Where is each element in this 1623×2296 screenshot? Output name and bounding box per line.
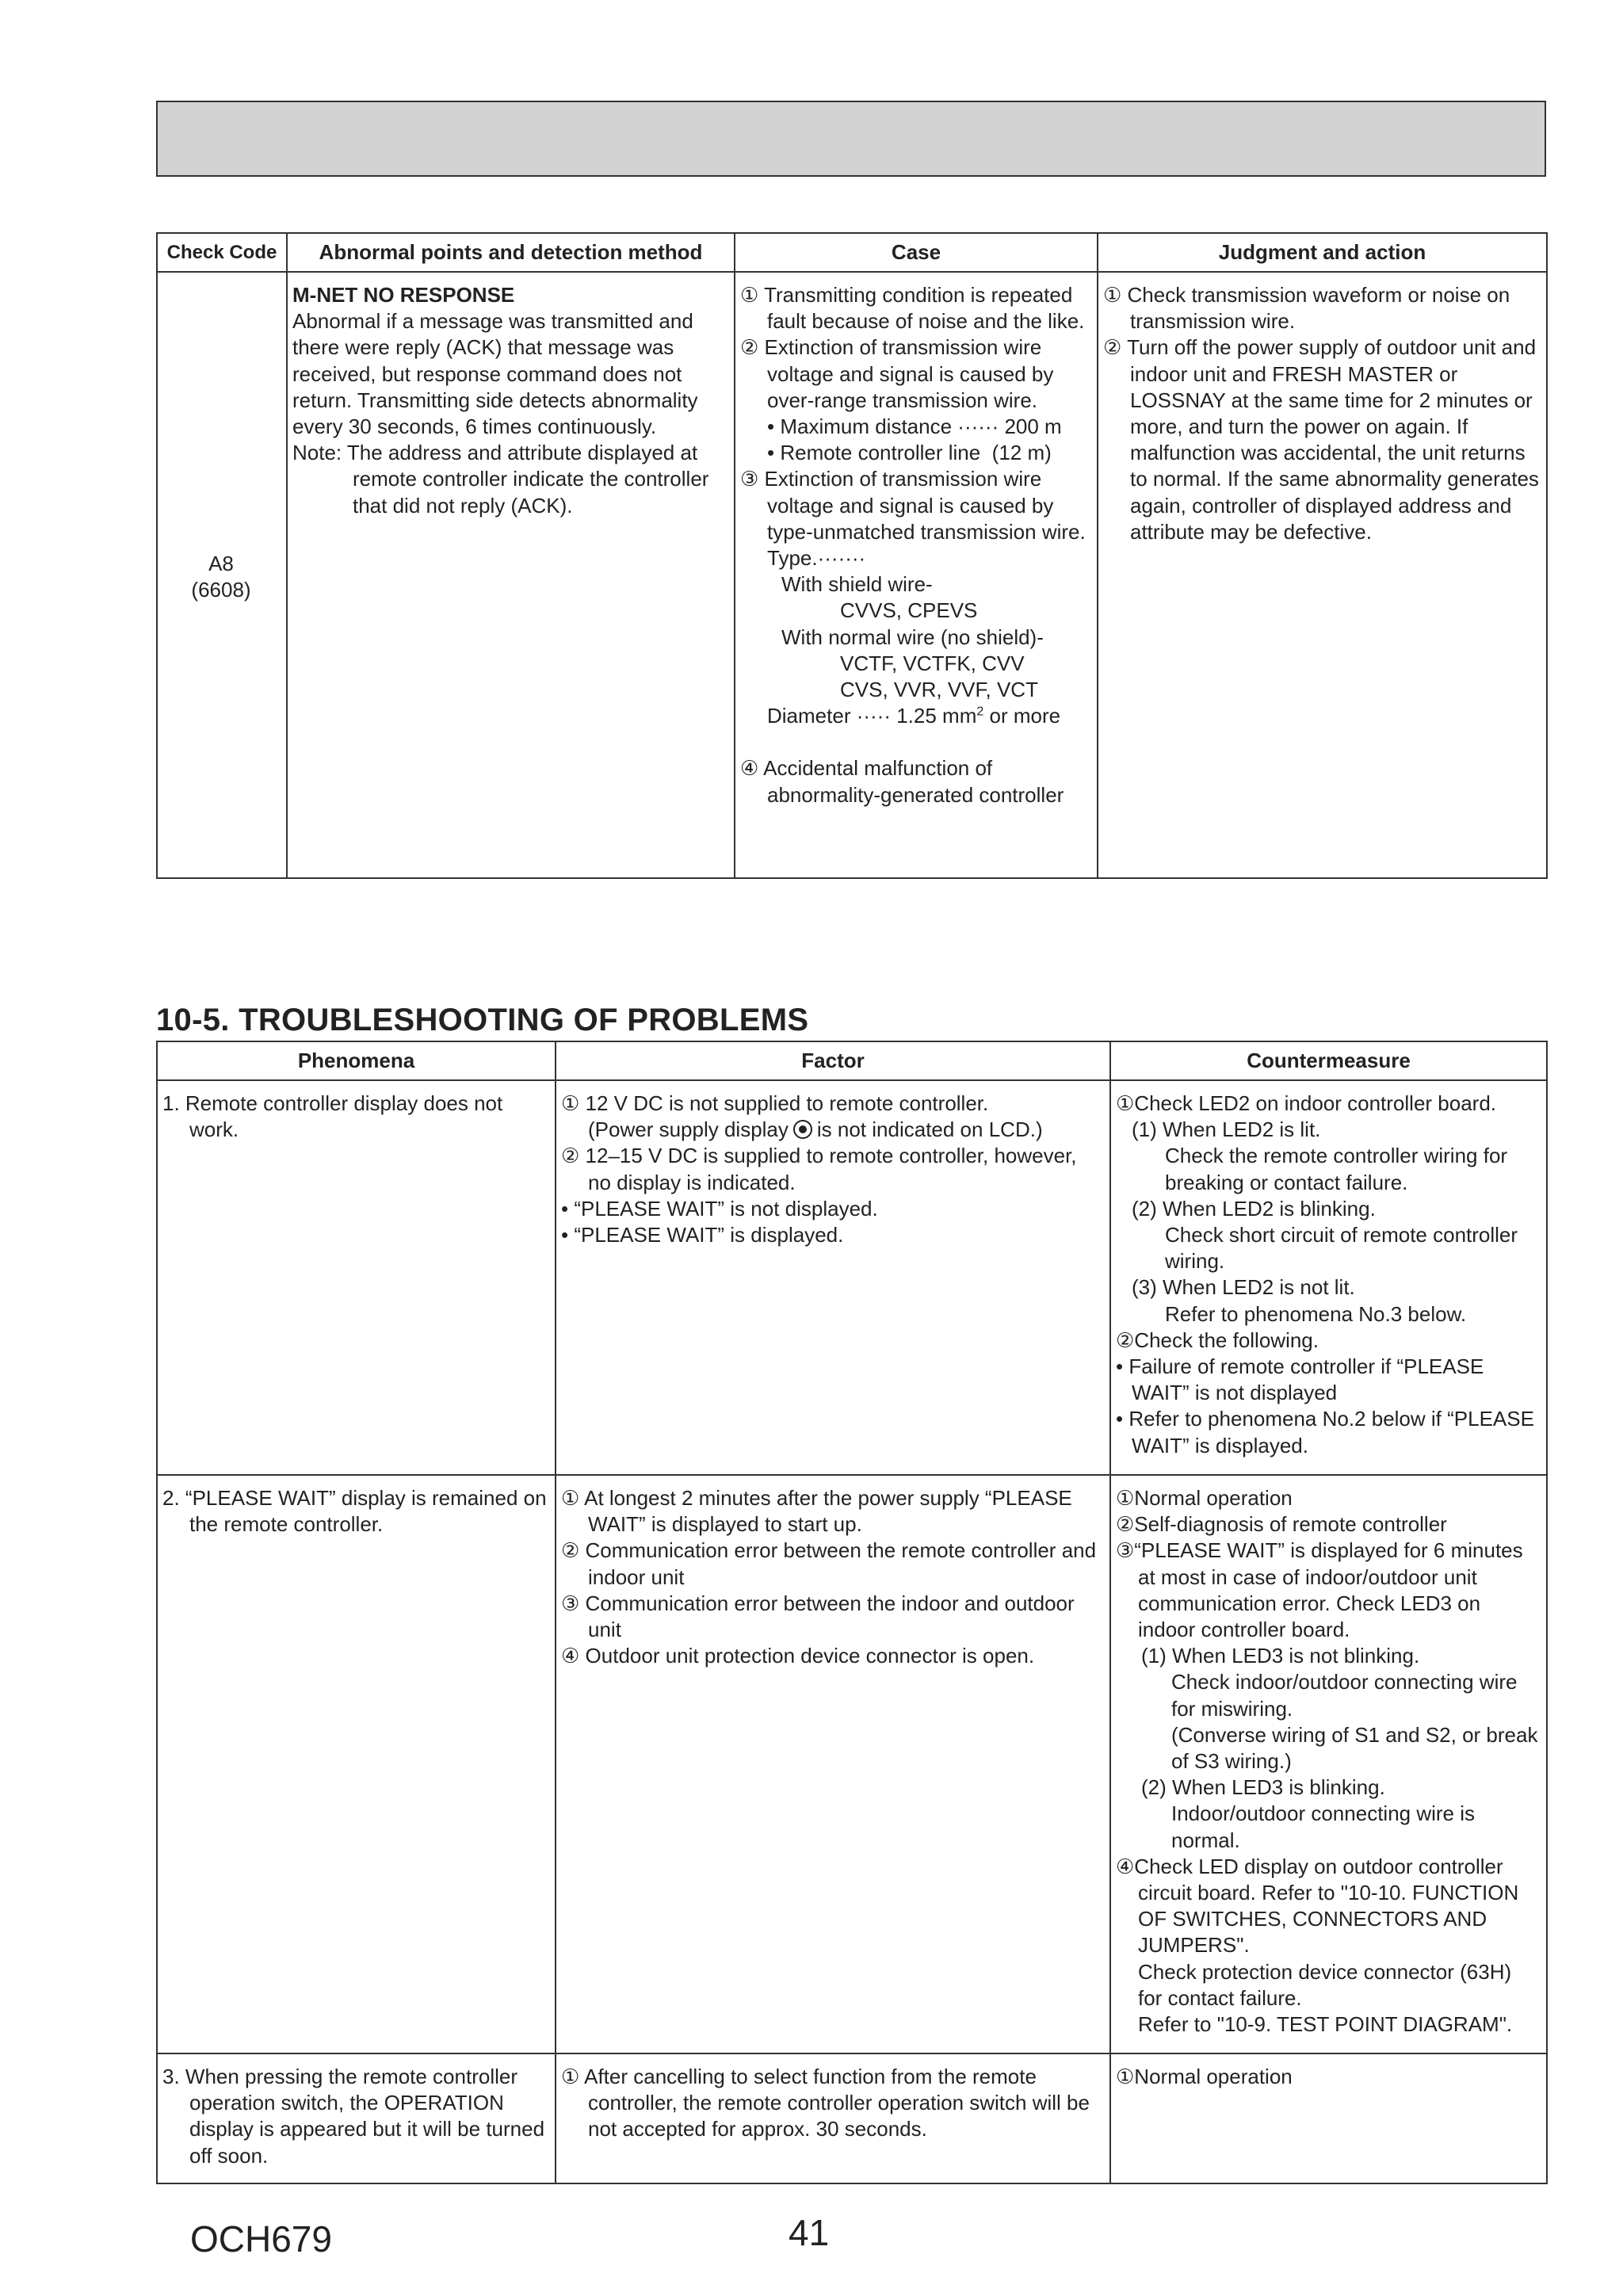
power-display-icon xyxy=(793,1120,812,1139)
factor-cell xyxy=(556,2053,1110,2183)
header-abnormal-points: Abnormal points and detection method xyxy=(287,233,735,272)
factor-bullet-2: • “PLEASE WAIT” is displayed. xyxy=(561,1223,844,1247)
judgment-item-2: ② Turn off the power supply of outdoor unit and indoor unit and FRESH MASTER or LOSSNAY at the same time for 2 minutes or more, and turn the power on again. If malfunction was accidental, the unit returns to normal. If the same abnormality generates again, controller of displayed address and attribute may be defective. xyxy=(1103,335,1539,544)
header-judgment: Judgment and action xyxy=(1098,233,1547,272)
case-shield-label: With shield wire- xyxy=(781,572,933,597)
counter-line: ④Check LED display on outdoor controller circuit board. Refer to "10-10. FUNCTION OF SWITCHES, CONNECTORS AND JUMPERS". xyxy=(1116,1854,1519,1958)
counter-line: ①Normal operation xyxy=(1116,2065,1293,2088)
counter-line: ②Self-diagnosis of remote controller xyxy=(1116,1512,1447,1537)
model-number: OCH679 xyxy=(190,2218,332,2260)
section-header-banner xyxy=(156,101,1546,177)
header-countermeasure: Countermeasure xyxy=(1110,1041,1547,1080)
counter-line: ①Normal operation xyxy=(1116,1486,1293,1510)
counter-line: Check indoor/outdoor connecting wire for miswiring. xyxy=(1171,1670,1518,1721)
counter-line: Refer to phenomena No.3 below. xyxy=(1165,1301,1467,1326)
counter-line: Refer to "10-9. TEST POINT DIAGRAM". xyxy=(1138,2012,1513,2037)
factor-item-3: ③ Communication error between the indoor and outdoor unit xyxy=(561,1591,1075,1642)
case-item-2: ② Extinction of transmission wire voltage and signal is caused by over-range transmission wire. xyxy=(740,335,1054,412)
case-spacer xyxy=(740,729,1090,755)
header-factor: Factor xyxy=(556,1041,1110,1080)
counter-line: Indoor/outdoor connecting wire is normal. xyxy=(1171,1801,1476,1852)
table-row xyxy=(157,1475,1547,2053)
check-code-cell xyxy=(157,272,287,878)
factor-item-1: ① At longest 2 minutes after the power supply “PLEASE WAIT” is displayed to start up. xyxy=(561,1486,1072,1537)
case-shield-types: CVVS, CPEVS xyxy=(840,598,978,623)
factor-cell xyxy=(556,1475,1110,2053)
counter-line: ①Check LED2 on indoor controller board. xyxy=(1116,1091,1497,1115)
detection-title: M-NET NO RESPONSE xyxy=(292,283,515,307)
detection-text: Abnormal if a message was transmitted and there were reply (ACK) that message was received, but response command does not return. Transmitting side detects abnormality every 30 seconds, 6 times continuously. xyxy=(292,309,698,439)
factor-item-2: ② Communication error between the remote controller and indoor unit xyxy=(561,1538,1097,1589)
case-remote-line: • Remote controller line (12 m) xyxy=(767,441,1052,465)
countermeasure-cell xyxy=(1110,1475,1547,2053)
case-item-4: ④ Accidental malfunction of abnormality-generated controller xyxy=(740,756,1064,807)
troubleshooting-table xyxy=(156,1041,1548,2184)
case-normal-label: With normal wire (no shield)- xyxy=(781,625,1044,649)
check-code-table xyxy=(156,232,1548,879)
counter-line: • Failure of remote controller if “PLEASE WAIT” is not displayed xyxy=(1116,1354,1484,1405)
counter-line: (1) When LED3 is not blinking. xyxy=(1141,1644,1420,1668)
counter-line: • Refer to phenomena No.2 below if “PLEASE WAIT” is displayed. xyxy=(1116,1407,1534,1457)
check-code-number: (6608) xyxy=(191,577,251,602)
check-code: A8 xyxy=(208,551,234,575)
case-diameter-tail: or more xyxy=(983,704,1061,728)
case-item-3: ③ Extinction of transmission wire voltage and signal is caused by type-unmatched transmission wire. xyxy=(740,467,1086,544)
case-type-label: Type.······· xyxy=(767,546,866,571)
counter-line: ②Check the following. xyxy=(1116,1328,1319,1352)
page-number: 41 xyxy=(789,2212,830,2253)
factor-item-4: ④ Outdoor unit protection device connector is open. xyxy=(561,1644,1035,1668)
table-row xyxy=(157,2053,1547,2183)
troubleshooting-table-header xyxy=(157,1041,1547,1080)
detection-cell xyxy=(287,272,735,878)
case-diameter-sup: 2 xyxy=(976,705,984,719)
factor-bullet-1: • “PLEASE WAIT” is not displayed. xyxy=(561,1196,878,1221)
table-row xyxy=(157,1080,1547,1475)
factor-power-display-post: is not indicated on LCD.) xyxy=(816,1117,1043,1142)
phenomena-cell xyxy=(157,1475,556,2053)
phenomena-text: 2. “PLEASE WAIT” display is remained on the remote controller. xyxy=(162,1486,547,1537)
check-code-table-header xyxy=(157,233,1547,272)
phenomena-cell xyxy=(157,2053,556,2183)
case-item-1: ① Transmitting condition is repeated fault because of noise and the like. xyxy=(740,283,1085,334)
counter-line: (Converse wiring of S1 and S2, or break of S3 wiring.) xyxy=(1171,1722,1538,1774)
counter-line: Check short circuit of remote controller wiring. xyxy=(1165,1223,1518,1274)
detection-note: Note: The address and attribute displayed at remote controller indicate the controller that did not reply (ACK). xyxy=(292,441,709,518)
factor-item-1: ① After cancelling to select function from the remote controller, the remote controller operation switch will be not accepted for approx. 30 seconds. xyxy=(561,2065,1090,2141)
factor-item-1: ① 12 V DC is not supplied to remote controller. xyxy=(561,1091,989,1115)
case-normal-types-1: VCTF, VCTFK, CVV xyxy=(840,651,1025,675)
factor-power-display-pre: (Power supply display xyxy=(588,1117,789,1142)
counter-line: (2) When LED2 is blinking. xyxy=(1132,1196,1376,1221)
case-max-distance: • Maximum distance ······ 200 m xyxy=(767,415,1062,439)
case-diameter-label: Diameter ····· 1.25 mm xyxy=(767,704,977,728)
phenomena-text: 1. Remote controller display does not work. xyxy=(162,1091,503,1142)
case-cell xyxy=(735,272,1098,878)
phenomena-text: 3. When pressing the remote controller operation switch, the OPERATION display is appeared but it will be turned off soon. xyxy=(162,2065,545,2168)
counter-line: Check protection device connector (63H) for contact failure. xyxy=(1138,1959,1512,2010)
factor-item-2: ② 12–15 V DC is supplied to remote controller, however, no display is indicated. xyxy=(561,1144,1077,1194)
countermeasure-cell xyxy=(1110,1080,1547,1475)
case-normal-types-2: CVS, VVR, VVF, VCT xyxy=(840,678,1038,702)
counter-line: (3) When LED2 is not lit. xyxy=(1132,1275,1355,1300)
case-diameter xyxy=(740,703,1090,729)
phenomena-cell xyxy=(157,1080,556,1475)
judgment-item-1: ① Check transmission waveform or noise on transmission wire. xyxy=(1103,283,1510,334)
counter-line: Check the remote controller wiring for breaking or contact failure. xyxy=(1165,1144,1508,1194)
factor-cell xyxy=(556,1080,1110,1475)
section-title: 10-5. TROUBLESHOOTING OF PROBLEMS xyxy=(156,1003,809,1037)
counter-line: (1) When LED2 is lit. xyxy=(1132,1117,1321,1142)
check-code-row-a8 xyxy=(157,272,1547,878)
header-case: Case xyxy=(735,233,1098,272)
counter-line: ③“PLEASE WAIT” is displayed for 6 minutes at most in case of indoor/outdoor unit communication error. Check LED3 on indoor controller board. xyxy=(1116,1538,1523,1642)
counter-line: (2) When LED3 is blinking. xyxy=(1141,1775,1385,1800)
countermeasure-cell xyxy=(1110,2053,1547,2183)
judgment-cell xyxy=(1098,272,1547,878)
factor-power-display xyxy=(561,1117,1103,1143)
header-check-code: Check Code xyxy=(157,233,287,272)
header-phenomena: Phenomena xyxy=(157,1041,556,1080)
